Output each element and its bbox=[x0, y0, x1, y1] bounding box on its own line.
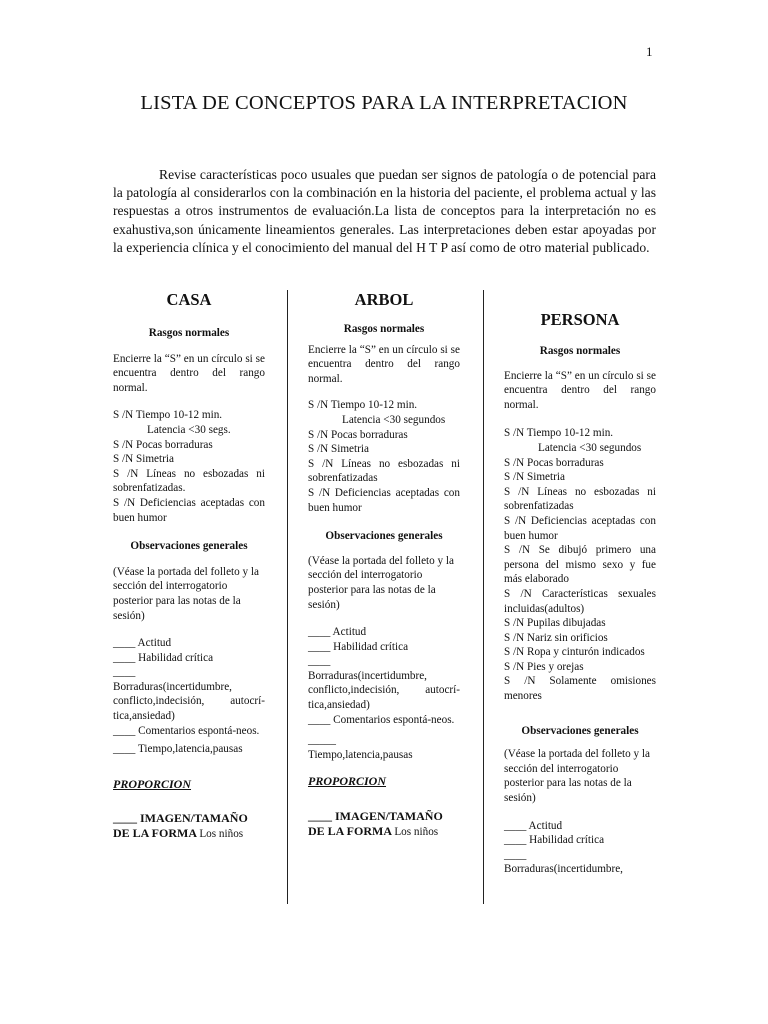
arbol-title: ARBOL bbox=[354, 290, 414, 309]
persona-rasgos-heading: Rasgos normales bbox=[539, 345, 621, 357]
arbol-item-simetria: S /N Simetria bbox=[308, 443, 369, 456]
persona-item-ropa: S /N Ropa y cinturón indicados bbox=[504, 646, 645, 659]
persona-item-simetria: S /N Simetria bbox=[504, 471, 565, 484]
persona-title: PERSONA bbox=[540, 310, 620, 329]
persona-item-sexuales: S /N Características sexuales incluidas(adultos) bbox=[504, 587, 656, 615]
persona-borraduras-text: Borraduras(incertidumbre, bbox=[504, 863, 623, 876]
casa-item-simetria: S /N Simetria bbox=[113, 453, 174, 466]
column-divider-left bbox=[287, 290, 288, 904]
arbol-item-deficiencias: S /N Deficiencias aceptadas con buen humor bbox=[308, 486, 460, 514]
intro-paragraph: Revise características poco usuales que puedan ser signos de patología o de potencial para la patología al considerarlos con la combinación en la historia del paciente, el problema actual y las respuestas a otros instrumentos de evaluación.La lista de conceptos para la interpretación no es exahustiva,son únicamente lineamientos generales. Las interpretaciones deben estar apoyadas por la experiencia clínica y el conocimiento del manual del H T P así como de otro material publicado. bbox=[113, 167, 656, 255]
arbol-tiempo-latencia: Tiempo,latencia,pausas bbox=[308, 748, 413, 761]
persona-item-borraduras: S /N Pocas borraduras bbox=[504, 456, 604, 469]
document-title: LISTA DE CONCEPTOS PARA LA INTERPRETACION bbox=[140, 92, 628, 114]
casa-tiempo-latencia: ____ Tiempo,latencia,pausas bbox=[113, 743, 243, 756]
casa-borraduras-text: Borraduras(incertidumbre, conflicto,indecisión, autocrí-tica,ansiedad) bbox=[113, 680, 265, 723]
casa-rasgos-heading: Rasgos normales bbox=[148, 327, 230, 339]
arbol-column bbox=[308, 290, 460, 839]
persona-actitud: ____ Actitud bbox=[504, 819, 563, 832]
arbol-borraduras-text: Borraduras(incertidumbre, conflicto,indecisión, autocrí-tica,ansiedad) bbox=[308, 669, 460, 712]
casa-item-deficiencias: S /N Deficiencias aceptadas con buen humor bbox=[113, 496, 265, 524]
casa-item-borraduras: S /N Pocas borraduras bbox=[113, 438, 213, 451]
arbol-imagen-forma bbox=[308, 809, 460, 839]
arbol-obs-heading: Observaciones generales bbox=[325, 530, 443, 543]
persona-blank: ____ bbox=[504, 848, 527, 861]
persona-item-tiempo: S /N Tiempo 10-12 min. bbox=[504, 427, 614, 440]
casa-instructions: Encierre la “S” en un círculo si se encuentra dentro del rango normal. bbox=[113, 352, 265, 394]
persona-item-lineas: S /N Líneas no esbozadas ni sobrenfatizadas bbox=[504, 485, 656, 513]
arbol-proporcion: PROPORCION bbox=[308, 774, 387, 789]
arbol-item-borraduras: S /N Pocas borraduras bbox=[308, 428, 408, 441]
casa-actitud: ____ Actitud bbox=[113, 637, 172, 650]
casa-imagen-forma bbox=[113, 811, 265, 841]
persona-item-nariz: S /N Nariz sin orificios bbox=[504, 631, 608, 644]
arbol-comentarios: ____ Comentarios espontá-neos. bbox=[308, 713, 455, 726]
persona-obs-heading: Observaciones generales bbox=[521, 724, 639, 737]
persona-habilidad: ____ Habilidad crítica bbox=[504, 834, 605, 847]
column-divider-right bbox=[483, 290, 484, 904]
casa-item-latencia: Latencia <30 segs. bbox=[147, 423, 231, 436]
casa-item-tiempo: S /N Tiempo 10-12 min. bbox=[113, 409, 223, 422]
casa-title: CASA bbox=[166, 290, 212, 309]
arbol-habilidad: ____ Habilidad crítica bbox=[308, 640, 409, 653]
persona-item-deficiencias: S /N Deficiencias aceptadas con buen humor bbox=[504, 514, 656, 542]
page-number: 1 bbox=[646, 44, 653, 59]
persona-item-pies: S /N Pies y orejas bbox=[504, 660, 584, 673]
arbol-actitud: ____ Actitud bbox=[308, 626, 367, 639]
persona-item-latencia: Latencia <30 segundos bbox=[538, 441, 642, 454]
persona-item-primero: S /N Se dibujó primero una persona del mismo sexo y fue más elaborado bbox=[504, 544, 656, 586]
persona-column bbox=[504, 310, 656, 877]
casa-proporcion: PROPORCION bbox=[113, 776, 192, 791]
persona-item-pupilas: S /N Pupilas dibujadas bbox=[504, 617, 606, 630]
casa-item-lineas: S /N Líneas no esbozadas ni sobrenfatizadas. bbox=[113, 467, 265, 495]
arbol-blank: ____ bbox=[308, 655, 331, 668]
casa-comentarios: ____ Comentarios espontá-neos. bbox=[113, 724, 260, 737]
arbol-obs-text: (Véase la portada del folleto y la sección del interrogatorio posterior para las notas de la sesión) bbox=[308, 554, 454, 611]
arbol-blank-2: _____ bbox=[308, 734, 336, 747]
arbol-item-lineas: S /N Líneas no esbozadas ni sobrenfatizadas bbox=[308, 457, 460, 485]
arbol-imagen-label: ____ IMAGEN/TAMAÑO DE LA FORMA bbox=[308, 809, 443, 838]
arbol-rasgos-heading: Rasgos normales bbox=[343, 323, 425, 335]
arbol-ninos: Los niños bbox=[394, 825, 439, 838]
casa-obs-text: (Véase la portada del folleto y la sección del interrogatorio posterior para las notas de la sesión) bbox=[113, 565, 259, 622]
casa-column bbox=[113, 290, 265, 842]
casa-habilidad: ____ Habilidad crítica bbox=[113, 651, 214, 664]
arbol-item-tiempo: S /N Tiempo 10-12 min. bbox=[308, 399, 418, 412]
persona-item-omisiones: S /N Solamente omisiones menores bbox=[504, 675, 656, 703]
casa-blank: ____ bbox=[113, 666, 136, 679]
casa-obs-heading: Observaciones generales bbox=[130, 540, 248, 553]
arbol-item-latencia: Latencia <30 segundos bbox=[342, 413, 446, 426]
persona-obs-text: (Véase la portada del folleto y la sección del interrogatorio posterior para las notas de la sesión) bbox=[504, 748, 650, 805]
persona-instructions: Encierre la “S” en un círculo si se encuentra dentro del rango normal. bbox=[504, 369, 656, 411]
casa-imagen-label: ____ IMAGEN/TAMAÑO DE LA FORMA bbox=[113, 811, 248, 841]
arbol-instructions: Encierre la “S” en un círculo si se encuentra dentro del rango normal. bbox=[308, 343, 460, 385]
casa-ninos: Los niños bbox=[199, 828, 244, 841]
